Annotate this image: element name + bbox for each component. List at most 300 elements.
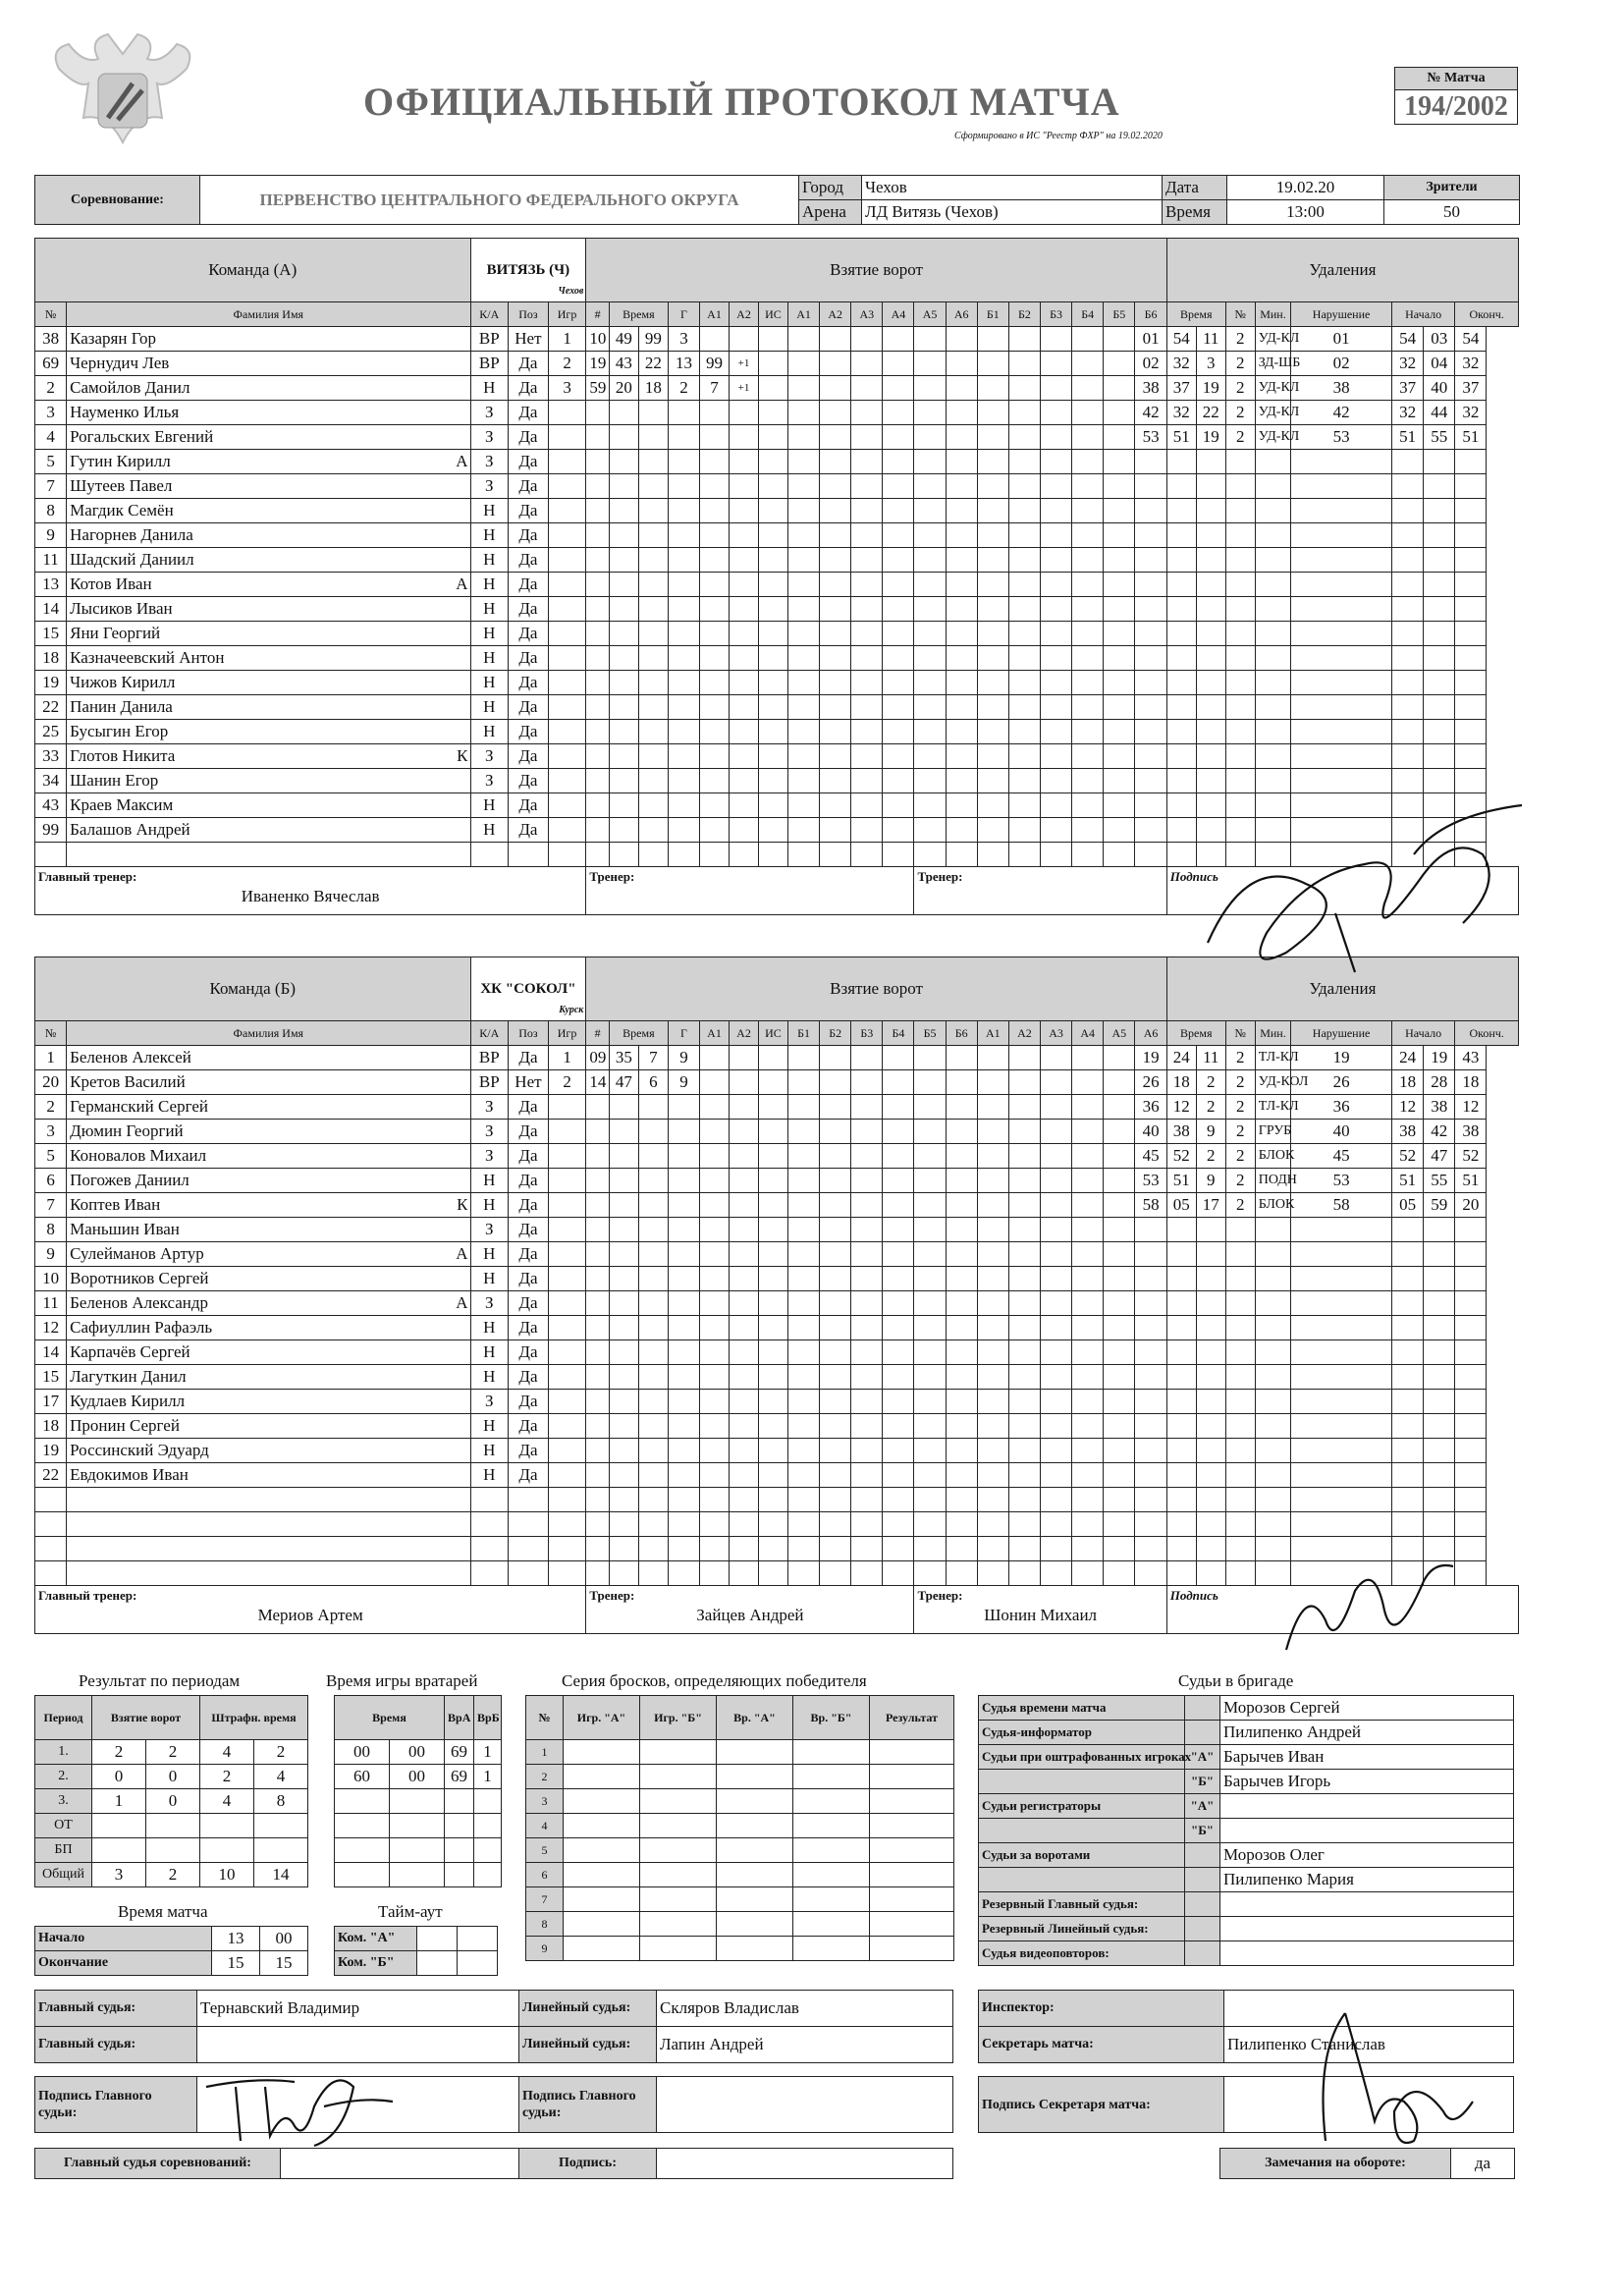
onice-cell [946,818,977,843]
penalty-cell [1424,1414,1455,1439]
penalty-cell [1392,1242,1424,1267]
goal-cell [609,671,638,695]
penalty-cell [1135,1414,1166,1439]
player-pos: З [470,401,509,425]
coach-name: Зайцев Андрей [696,1606,804,1624]
onice-cell [851,425,883,450]
onice-cell [820,671,851,695]
onice-cell [914,1193,946,1218]
official-row [979,1941,1514,1966]
goal-cell [700,1193,730,1218]
penalty-cell: 9 [1196,1169,1225,1193]
penalty-cell [1455,573,1487,597]
onice-cell [914,769,946,793]
onice-cell [1040,597,1071,622]
onice-cell [1104,1095,1135,1120]
period-cell: 2 [146,1863,200,1887]
penalty-cell: 40 [1424,376,1455,401]
onice-cell [820,1218,851,1242]
goal-cell [638,769,668,793]
shootout-no: 2 [526,1765,564,1789]
goal-cell [609,720,638,744]
onice-cell [787,818,819,843]
onice-cell [1008,1169,1040,1193]
table-row [35,744,1519,769]
onice-cell [914,1218,946,1242]
team_b-onice-header: А2 [1008,1021,1040,1046]
onice-cell [851,1512,883,1537]
goal-cell [586,1095,610,1120]
penalty-cell: БЛОК [1255,1193,1290,1218]
goal-cell [586,1390,610,1414]
onice-cell [1104,597,1135,622]
onice-cell [914,1046,946,1070]
penalty-cell [1196,1537,1225,1561]
onice-cell [977,327,1008,352]
goal-cell [548,597,586,622]
coach-label: Тренер: [589,869,635,884]
penalty-cell [1392,1340,1424,1365]
penalty-cell: 3 [1196,352,1225,376]
team_a-pen-title: Удаления [1166,239,1518,302]
onice-cell [851,1488,883,1512]
onice-cell [946,1488,977,1512]
player-pos: З [470,450,509,474]
goal-cell [548,523,586,548]
goal-cell [548,843,586,867]
onice-cell [1008,1561,1040,1586]
onice-cell [1072,695,1104,720]
team_a-onice-header: А2 [820,302,851,327]
onice-cell [977,1439,1008,1463]
goal-cell [730,597,759,622]
goal-cell [700,548,730,573]
penalty-cell [1424,1390,1455,1414]
player-name: Пронин Сергей [67,1414,470,1439]
shootout-cell [793,1887,870,1912]
gk-row [335,1789,502,1814]
shootout-cell [640,1887,717,1912]
onice-cell [883,1070,914,1095]
penalty-cell: 17 [1196,1193,1225,1218]
onice-cell [758,1512,787,1537]
onice-cell [1008,327,1040,352]
team_b-col-header: Игр [548,1021,586,1046]
goal-cell [548,573,586,597]
penalty-cell: 37 [1166,376,1196,401]
team_a-onice-header: Б6 [1135,302,1166,327]
onice-cell [758,1537,787,1561]
goal-cell [700,499,730,523]
player-number: 15 [35,622,67,646]
onice-cell [1104,720,1135,744]
shootout-cell [564,1740,640,1765]
onice-cell [883,1316,914,1340]
shootout-cell [793,1814,870,1838]
onice-cell [946,327,977,352]
onice-cell [977,1414,1008,1439]
onice-cell [1040,1365,1071,1390]
penalty-cell: 51 [1455,1169,1487,1193]
onice-cell [946,548,977,573]
player-name: Кудлаев Кирилл [67,1390,470,1414]
penalty-cell [1291,573,1392,597]
official-role [979,1819,1185,1843]
goal-cell [730,1439,759,1463]
onice-cell [946,1537,977,1561]
chief-label: Главный судья соревнований: [35,2149,281,2179]
team_b-coach-1 [586,1586,914,1634]
gk-cell [474,1789,502,1814]
table-row [35,622,1519,646]
penalty-cell [1166,573,1196,597]
onice-cell [1040,573,1071,597]
line-ref-2: Лапин Андрей [657,2027,953,2063]
shootout-cell [717,1740,793,1765]
onice-cell [1104,622,1135,646]
player-number: 17 [35,1390,67,1414]
player-name: Рогальских Евгений [67,425,470,450]
team_a-onice-header: А1 [787,302,819,327]
onice-cell [1040,720,1071,744]
player-played: Да [509,1120,549,1144]
onice-cell [977,1070,1008,1095]
onice-cell [820,573,851,597]
onice-cell [758,548,787,573]
shootout-cell [640,1863,717,1887]
goal-cell [638,1095,668,1120]
penalty-cell: 55 [1424,425,1455,450]
penalty-cell [1255,695,1290,720]
penalty-cell [1291,1439,1392,1463]
onice-cell [787,1537,819,1561]
penalty-cell [1255,1390,1290,1414]
shootout-no: 1 [526,1740,564,1765]
penalty-cell [1225,1242,1255,1267]
penalty-cell [1255,1291,1290,1316]
page-title: ОФИЦИАЛЬНЫЙ ПРОТОКОЛ МАТЧА [363,80,1120,124]
gk-cell: 60 [335,1765,390,1789]
shootout-cell [564,1838,640,1863]
arena-label: Арена [799,200,862,225]
penalty-cell [1455,769,1487,793]
penalty-cell [1392,474,1424,499]
onice-cell [1040,1488,1071,1512]
goal-cell [609,1537,638,1561]
player-number: 18 [35,1414,67,1439]
onice-cell [851,1070,883,1095]
goal-cell [548,1291,586,1316]
goal-cell [668,1561,699,1586]
period-cell: 2. [35,1765,92,1789]
team_a-pen-header: Оконч. [1455,302,1519,327]
onice-cell [1040,1414,1071,1439]
official-side [1185,1892,1220,1917]
shootout-cell [717,1887,793,1912]
player-pos: Н [470,573,509,597]
onice-cell [851,646,883,671]
penalty-cell: 2 [1225,352,1255,376]
onice-cell [946,401,977,425]
period-cell: 2 [200,1765,254,1789]
player-pos: Н [470,622,509,646]
goal-cell [638,1488,668,1512]
penalty-cell [1255,548,1290,573]
team_a-head-coach [35,867,586,915]
goal-cell [548,1414,586,1439]
table-row [35,1070,1519,1095]
penalty-cell [1424,474,1455,499]
onice-cell [787,1169,819,1193]
onice-cell [787,1120,819,1144]
goal-cell [638,1340,668,1365]
onice-cell [787,720,819,744]
so-ga-header: Вр. "А" [717,1696,793,1740]
onice-cell [1104,793,1135,818]
penalty-cell: УД-КЛ [1255,425,1290,450]
goal-cell [730,1193,759,1218]
penalty-cell [1255,1463,1290,1488]
team_b-onice-header: А4 [1072,1021,1104,1046]
penalty-cell [1291,720,1392,744]
goal-cell [586,1340,610,1365]
penalty-cell [1135,1242,1166,1267]
penalty-cell [1225,1537,1255,1561]
gk-cell: 1 [474,1765,502,1789]
onice-cell [758,622,787,646]
penalty-cell [1455,1365,1487,1390]
goal-cell [668,401,699,425]
onice-cell [1040,695,1071,720]
goal-cell [586,499,610,523]
penalty-cell [1225,523,1255,548]
player-pos: Н [470,1439,509,1463]
shootout-cell [870,1814,954,1838]
shootout-no: 7 [526,1887,564,1912]
onice-cell [851,597,883,622]
penalty-cell [1135,1316,1166,1340]
penalty-cell: 52 [1455,1144,1487,1169]
penalty-cell: 2 [1225,1144,1255,1169]
goal-cell [638,499,668,523]
table-row [35,769,1519,793]
goal-cell [668,548,699,573]
period-cell: 4 [200,1740,254,1765]
penalty-cell: 42 [1291,401,1392,425]
penalty-cell: 02 [1135,352,1166,376]
player-played: Да [509,1316,549,1340]
onice-cell [1072,401,1104,425]
onice-cell [758,1291,787,1316]
onice-cell [1040,1512,1071,1537]
team_b-onice-header: Б5 [914,1021,946,1046]
player-name: Нагорнев Данила [67,523,470,548]
goal-cell [586,401,610,425]
goal-cell [586,1463,610,1488]
secretary: Пилипенко Станислав [1224,2027,1514,2063]
penalty-cell: 2 [1196,1144,1225,1169]
team_a-label: Команда (А) [35,239,471,302]
goal-cell [668,1267,699,1291]
penalty-cell: 32 [1392,401,1424,425]
goal-cell: 1 [548,1046,586,1070]
penalty-cell [1166,1537,1196,1561]
coach-name: Шонин Михаил [984,1606,1098,1624]
head-ref-1: Тернавский Владимир [197,1991,519,2027]
team_a-pen-header: Нарушение [1291,302,1392,327]
team_b-pen-header: Мин. [1255,1021,1290,1046]
goal-cell [700,1340,730,1365]
onice-cell [851,1414,883,1439]
goal-cell [730,401,759,425]
onice-cell [1008,499,1040,523]
onice-cell [914,1267,946,1291]
onice-cell [1072,1169,1104,1193]
onice-cell [758,1561,787,1586]
onice-cell [758,1193,787,1218]
goal-cell: 9 [668,1070,699,1095]
penalty-cell: 42 [1424,1120,1455,1144]
goal-cell [609,843,638,867]
table-row [35,1291,1519,1316]
player-pos: З [470,474,509,499]
goal-cell [730,499,759,523]
penalty-cell [1291,1242,1392,1267]
goal-cell [700,523,730,548]
penalty-cell [1455,499,1487,523]
onice-cell [946,671,977,695]
penalty-cell: 44 [1424,401,1455,425]
penalty-cell [1166,671,1196,695]
period-cell: 3. [35,1789,92,1814]
onice-cell [1072,523,1104,548]
onice-cell [883,352,914,376]
player-pos [470,843,509,867]
team_b-col-header: Фамилия Имя [67,1021,470,1046]
goal-cell [638,646,668,671]
onice-cell [1008,573,1040,597]
player-played [509,1512,549,1537]
player-name: Магдик Семён [67,499,470,523]
player-pos: Н [470,1193,509,1218]
onice-cell [1072,1439,1104,1463]
player-number: 22 [35,1463,67,1488]
shootout-cell [870,1912,954,1937]
player-name: Науменко Илья [67,401,470,425]
onice-cell [1072,1537,1104,1561]
penalty-cell [1135,1512,1166,1537]
onice-cell [1040,646,1071,671]
team_b-col-header: А2 [730,1021,759,1046]
onice-cell [1040,1267,1071,1291]
goal-cell: 7 [638,1046,668,1070]
onice-cell [787,1414,819,1439]
shootout-no: 9 [526,1937,564,1961]
penalty-cell [1255,769,1290,793]
penalty-cell [1291,769,1392,793]
penalty-cell [1424,1365,1455,1390]
onice-cell [914,327,946,352]
penalty-cell [1255,1488,1290,1512]
player-pos: Н [470,646,509,671]
onice-cell [758,1340,787,1365]
penalty-cell [1455,1291,1487,1316]
penalty-cell [1196,1512,1225,1537]
goal-cell [586,573,610,597]
onice-cell [1072,1070,1104,1095]
goal-cell [700,1046,730,1070]
onice-cell [977,1169,1008,1193]
penalty-cell [1166,499,1196,523]
onice-cell [1104,1316,1135,1340]
goal-cell [700,474,730,499]
goal-cell [730,1291,759,1316]
team_a-onice-header: А4 [883,302,914,327]
onice-cell [977,1144,1008,1169]
onice-cell [946,523,977,548]
penalty-cell [1196,597,1225,622]
penalty-cell [1255,1414,1290,1439]
penalty-cell [1135,744,1166,769]
penalty-cell [1225,548,1255,573]
so-gb-header: Вр. "Б" [793,1696,870,1740]
goal-cell [609,425,638,450]
penalty-cell: 58 [1291,1193,1392,1218]
goal-cell [609,744,638,769]
player-played: Да [509,744,549,769]
onice-cell [946,1439,977,1463]
table-row [35,1267,1519,1291]
official-name: Морозов Сергей [1220,1696,1514,1721]
penalty-cell [1196,1463,1225,1488]
onice-cell [883,1439,914,1463]
player-pos: З [470,1095,509,1120]
shootout-cell [870,1887,954,1912]
onice-cell [787,1488,819,1512]
table-row [35,1365,1519,1390]
onice-cell [758,1120,787,1144]
goal-cell [730,1120,759,1144]
onice-cell [1104,548,1135,573]
player-played: Да [509,720,549,744]
penalty-cell [1424,744,1455,769]
team_b-onice-header: Б3 [851,1021,883,1046]
period-cell: 4 [200,1789,254,1814]
onice-cell [787,327,819,352]
penalty-cell [1225,1439,1255,1463]
penalty-cell [1392,1512,1424,1537]
goal-cell [638,597,668,622]
penalty-cell [1166,1390,1196,1414]
head-coach-label: Главный тренер: [38,869,137,884]
onice-cell [820,597,851,622]
player-pos: Н [470,1316,509,1340]
player-name: Сафиуллин Рафаэль [67,1316,470,1340]
goal-cell [609,401,638,425]
match-time-table [34,1926,308,1976]
player-played: Да [509,646,549,671]
penalty-cell [1225,1218,1255,1242]
penalty-cell [1291,1512,1392,1537]
goal-cell [586,474,610,499]
gk-cell [390,1863,445,1887]
team_b-col-header: № [35,1021,67,1046]
penalty-cell [1135,1218,1166,1242]
player-number: 19 [35,1439,67,1463]
penalty-cell [1166,1340,1196,1365]
goal-cell [730,1267,759,1291]
goal-cell [638,720,668,744]
